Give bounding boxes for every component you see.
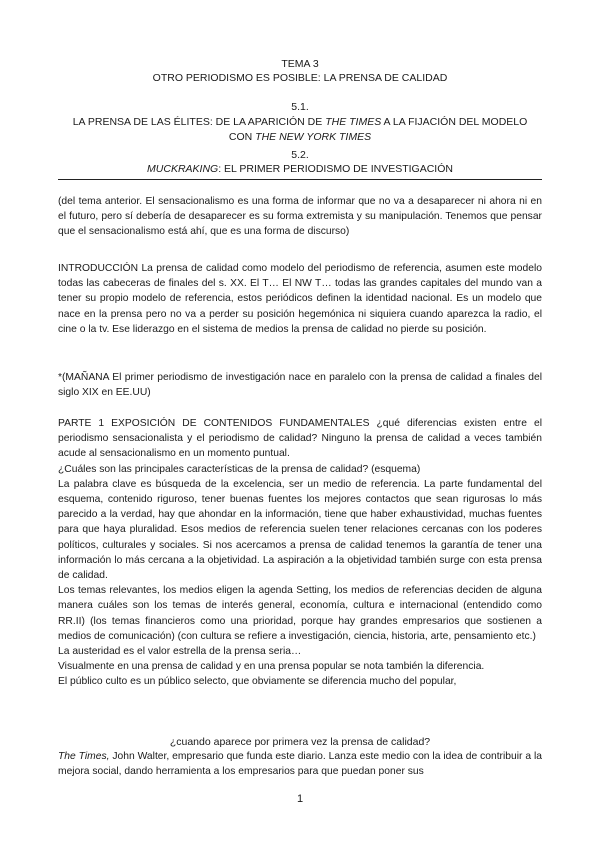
p-publico-culto: El público culto es un público selecto, que obviamente se diferencia mucho del popular, xyxy=(58,676,457,688)
s1-text-a: LA PRENSA DE LAS ÉLITES: DE LA APARICIÓN DE xyxy=(72,116,326,128)
p-parte-1: PARTE 1 EXPOSICIÓN DE CONTENIDOS FUNDAMENTALES ¿qué diferencias existen entre el periodismo sensacionalista y el periodismo de calidad? Ninguno la prensa de calidad a veces también acude al sensacionalismo en un momento puntual. xyxy=(58,418,542,460)
s1-text-d: CON xyxy=(228,131,256,143)
p-temas-relevantes: Los temas relevantes, los medios eligen la agenda Setting, los medios de referencias deciden de alguna manera cuáles son los temas de interés general, economía, cultura e internacional (entendido como RR.II) (los temas financieros como una prioridad, porque hay grandes empresarios que sostienen a medios de comunicación) (con cultura se refiere a investigación, ciencia, historia, arte, pensamiento etc.) xyxy=(58,585,542,642)
page-number: 1 xyxy=(296,793,304,805)
section-5-2-title xyxy=(40,162,560,176)
section-5-1-title-line2 xyxy=(40,130,560,144)
tema-label: TEMA 3 xyxy=(281,58,319,70)
p-caracteristicas: ¿Cuáles son las principales características de la prensa de calidad? (esquema) xyxy=(58,463,421,475)
paragraph-parte-1 xyxy=(58,416,542,690)
s2-text-rest: : EL PRIMER PERIODISMO DE INVESTIGACIÓN xyxy=(218,163,453,175)
section-5-1-title-line1 xyxy=(40,115,560,129)
p-manana: *(MAÑANA El primer periodismo de investigación nace en paralelo con la prensa de calidad a finales del siglo XIX en EE.UU) xyxy=(58,372,542,399)
question-first-appearance: ¿cuando aparece por primera vez la prensa de calidad? xyxy=(169,736,431,748)
s1-text-c: A LA FIJACIÓN DEL MODELO xyxy=(381,116,528,128)
tema-title: OTRO PERIODISMO ES POSIBLE: LA PRENSA DE CALIDAD xyxy=(152,72,448,84)
section-5-1-number: 5.1. xyxy=(291,101,309,113)
p-the-times xyxy=(58,749,542,779)
the-times-italic: The Times, xyxy=(58,751,110,762)
p-visualmente: Visualmente en una prensa de calidad y en una prensa popular se nota también la diferencia. xyxy=(58,661,485,673)
paragraph-previous-topic xyxy=(58,194,542,240)
p-sensacionalismo: (del tema anterior. El sensacionalismo es una forma de informar que no va a desaparecer ni ahora ni en el futuro, pero sí debería de desaparecer es su forma extremista y su manipulación. Tenemos que pensar que el sensacionalismo está ahí, que es una forma de discurso) xyxy=(58,196,542,238)
header-divider xyxy=(58,179,542,180)
p-excelencia: La palabra clave es búsqueda de la excelencia, ser un medio de referencia. La parte fundamental del esquema, contenido riguroso, tener buenas fuentes los mejores contactos que sean rigurosas lo más parecido a la verdad, hay que ahondar en la información, tiene que haber exhaustividad, muchas fuentes para que haya pluralidad. Esos medios de referencia suelen tener relaciones cercanas con los poderes políticos, culturales y sociales. Si nos acercamos a prensa de calidad tenemos la garantía de tener una información lo más cercana a la objetividad. La aspiración a la objetividad también surge con esta prensa de calidad. xyxy=(58,478,542,582)
s1-text-times: THE TIMES xyxy=(325,116,382,128)
p-austeridad: La austeridad es el valor estrella de la prensa seria… xyxy=(58,646,302,658)
s1-text-nyt: THE NEW YORK TIMES xyxy=(255,131,372,143)
s2-text-muckraking: MUCKRAKING xyxy=(147,163,219,175)
paragraph-manana xyxy=(58,370,542,400)
paragraph-the-times xyxy=(58,749,542,779)
paragraph-introduccion xyxy=(58,261,542,337)
p-introduccion: INTRODUCCIÓN La prensa de calidad como modelo del periodismo de referencia, asumen este modelo todas las cabeceras de finales del s. XX. El T… El NW T… todas las grandes capitales del mundo van a tener su propio modelo de referencia, estos periódicos definen la identidad nacional. Es un modelo que nace en la prensa pero no va a perder su posición hegemónica ni siquiera cuando aparezca la radio, el cine o la tv. Ese liderazgo en el sistema de medios la prensa de calidad no pierde su posición. xyxy=(58,263,542,335)
the-times-rest: John Walter, empresario que funda este diario. Lanza este medio con la idea de contribuir a la mejora social, dando herramienta a los empresarios para que puedan poner sus xyxy=(58,751,542,778)
section-5-2-number: 5.2. xyxy=(291,149,309,161)
